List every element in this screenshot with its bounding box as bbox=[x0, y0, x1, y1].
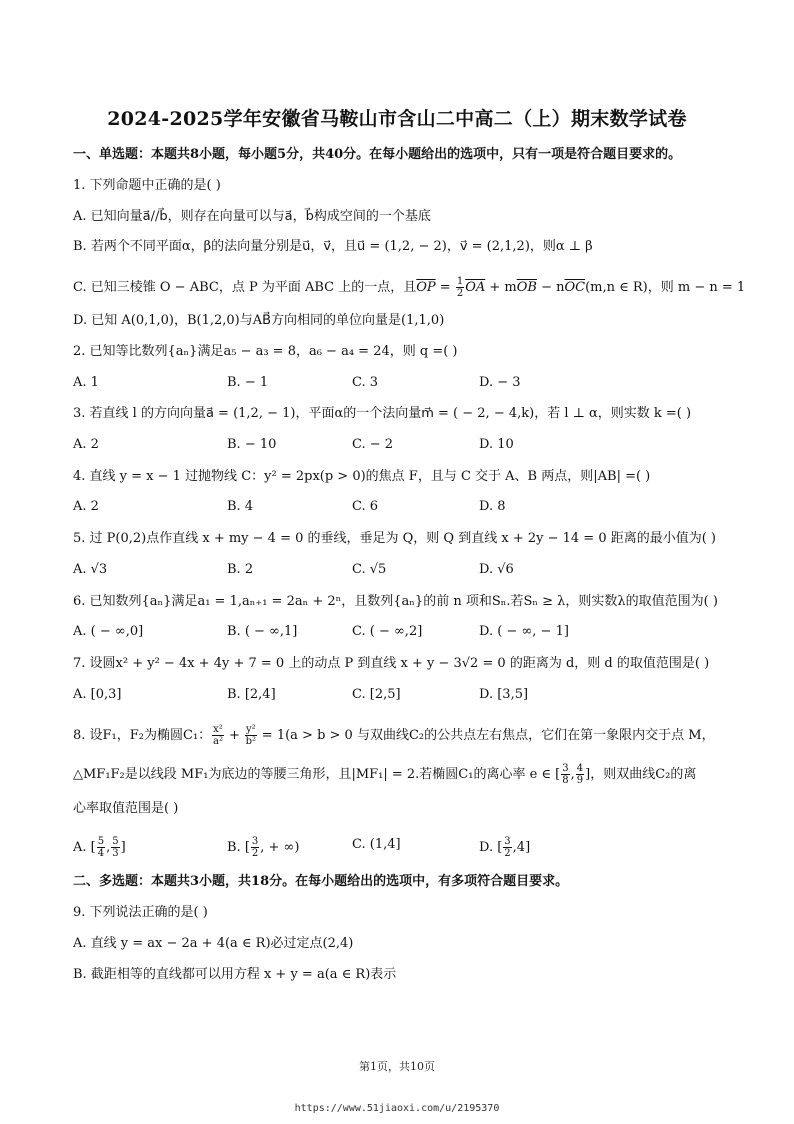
page-title: 2024-2025学年安徽省马鞍山市含山二中高二（上）期末数学试卷 bbox=[107, 108, 687, 130]
question-5-option-c: C. √5 bbox=[352, 562, 387, 577]
question-6-option-a: A. ( − ∞,0] bbox=[73, 624, 144, 639]
opt-post: ,4] bbox=[512, 840, 531, 855]
question-8-option-d bbox=[479, 836, 530, 859]
question-8-line-3: 心率取值范围是( ) bbox=[73, 801, 179, 816]
frac-den: 2 bbox=[456, 288, 464, 299]
question-8-line-1 bbox=[73, 724, 773, 747]
q8-l1-post: = 1(a > b > 0 与双曲线C₂的公共点左右焦点，它们在第一象限内交于点 M， bbox=[257, 728, 715, 743]
question-2-option-a: A. 1 bbox=[73, 375, 99, 390]
q8-plus: + bbox=[224, 728, 244, 743]
question-6-option-b: B. ( − ∞,1] bbox=[227, 624, 298, 639]
question-4-option-b: B. 4 bbox=[227, 499, 254, 514]
frac-num: 3 bbox=[504, 836, 511, 847]
q1c-mid2: − n bbox=[536, 280, 565, 295]
question-3-stem: 3. 若直线 l 的方向向量a⃗ = (1,2, − 1)，平面α的一个法向量m⃗ = ( − 2, − 4,k)，若 l ⊥ α，则实数 k =( ) bbox=[73, 406, 692, 421]
question-1-option-b: B. 若两个不同平面α，β的法向量分别是u⃗，v⃗，且u⃗ = (1,2, − 2)，v⃗ = (2,1,2)，则α ⊥ β bbox=[73, 239, 593, 254]
question-1-option-a: A. 已知向量a⃗//b⃗，则存在向量可以与a⃗，b⃗构成空间的一个基底 bbox=[73, 209, 431, 224]
q8-comma: , bbox=[570, 767, 575, 782]
frac-den: 8 bbox=[562, 775, 569, 786]
question-6-stem: 6. 已知数列{aₙ}满足a₁ = 1,aₙ₊₁ = 2aₙ + 2ⁿ，且数列{aₙ}的前 n 项和Sₙ.若Sₙ ≥ λ，则实数λ的取值范围为( ) bbox=[73, 594, 718, 609]
fraction-4-9 bbox=[576, 763, 584, 786]
q1c-eq: = bbox=[435, 280, 455, 295]
question-7-stem: 7. 设圆x² + y² − 4x + 4y + 7 = 0 上的动点 P 到直线 x + y − 3√2 = 0 的距离为 d，则 d 的取值范围是( ) bbox=[73, 656, 710, 671]
question-4-option-a: A. 2 bbox=[73, 499, 99, 514]
frac-num: 5 bbox=[97, 836, 105, 847]
question-8-option-a bbox=[73, 836, 126, 859]
question-3-option-d: D. 10 bbox=[479, 437, 514, 452]
question-4-stem: 4. 直线 y = x − 1 过抛物线 C：y² = 2px(p > 0)的焦点 F，且与 C 交于 A、B 两点，则|AB| =( ) bbox=[73, 469, 651, 484]
question-8-option-b bbox=[227, 836, 299, 859]
question-8-option-c: C. (1,4] bbox=[352, 837, 401, 852]
question-4-option-d: D. 8 bbox=[479, 499, 506, 514]
frac-num: 1 bbox=[456, 276, 464, 287]
fraction-y2-b2 bbox=[245, 724, 257, 747]
fraction-3-8 bbox=[561, 763, 569, 786]
vector-op: $\overline{OP}$ bbox=[416, 280, 436, 295]
frac-num: x² bbox=[213, 724, 223, 735]
frac-den: b² bbox=[245, 736, 257, 747]
question-6-option-d: D. ( − ∞, − 1] bbox=[479, 624, 569, 639]
fraction-3-2 bbox=[251, 836, 259, 859]
frac-num: y² bbox=[246, 724, 256, 735]
vector-oc: $\overline{OC}$ bbox=[564, 280, 586, 295]
question-2-option-d: D. − 3 bbox=[479, 375, 521, 390]
page-footer: 第1页，共10页 bbox=[359, 1060, 435, 1073]
q1c-mid1: + m bbox=[485, 280, 517, 295]
question-5-option-d: D. √6 bbox=[479, 562, 514, 577]
question-8-line-2 bbox=[73, 763, 773, 786]
question-4-option-c: C. 6 bbox=[352, 499, 379, 514]
source-watermark: https://www.51jiaoxi.com/u/2195370 bbox=[294, 1103, 500, 1114]
section-heading-single-choice: 一、单选题：本题共8小题，每小题5分，共40分。在每小题给出的选项中，只有一项是符合题目要求的。 bbox=[73, 147, 682, 162]
frac-num: 3 bbox=[562, 763, 569, 774]
frac-den: a² bbox=[213, 736, 223, 747]
opt-pre: A. [ bbox=[73, 840, 96, 855]
question-2-option-c: C. 3 bbox=[352, 375, 379, 390]
opt-sep: , bbox=[106, 840, 111, 855]
frac-num: 3 bbox=[251, 836, 259, 847]
question-7-option-b: B. [2,4] bbox=[227, 687, 276, 702]
question-5-option-b: B. 2 bbox=[227, 562, 254, 577]
opt-pre: B. [ bbox=[227, 840, 250, 855]
question-3-option-c: C. − 2 bbox=[352, 437, 394, 452]
fraction-3-2 bbox=[503, 836, 511, 859]
question-9-stem: 9. 下列说法正确的是( ) bbox=[73, 905, 208, 920]
question-2-stem: 2. 已知等比数列{aₙ}满足a₅ − a₃ = 8，a₆ − a₄ = 24，则 q =( ) bbox=[73, 344, 458, 359]
opt-post: , + ∞) bbox=[260, 840, 300, 855]
question-7-option-d: D. [3,5] bbox=[479, 687, 529, 702]
frac-num: 4 bbox=[576, 763, 584, 774]
question-1-option-d: D. 已知 A(0,1,0)，B(1,2,0)与AB⃗方向相同的单位向量是(1,1,0) bbox=[73, 313, 445, 328]
opt-pre: D. [ bbox=[479, 840, 503, 855]
question-7-option-a: A. [0,3] bbox=[73, 687, 122, 702]
frac-num: 5 bbox=[112, 836, 119, 847]
q1c-post: (m,n ∈ R)，则 m − n = 1 bbox=[585, 280, 746, 295]
question-1-stem: 1. 下列命题中正确的是( ) bbox=[73, 178, 221, 193]
question-9-option-a: A. 直线 y = ax − 2a + 4(a ∈ R)必过定点(2,4) bbox=[73, 936, 354, 951]
frac-den: 4 bbox=[97, 848, 105, 859]
vector-oa: $\overline{OA}$ bbox=[465, 280, 486, 295]
question-2-option-b: B. − 1 bbox=[227, 375, 269, 390]
fraction-one-half bbox=[456, 276, 464, 299]
fraction-5-4 bbox=[97, 836, 105, 859]
vector-ob: $\overline{OB}$ bbox=[516, 280, 537, 295]
frac-den: 2 bbox=[251, 848, 259, 859]
q8-l1-pre: 8. 设F₁，F₂为椭圆C₁： bbox=[73, 728, 212, 743]
section-heading-multiple-choice: 二、多选题：本题共3小题，共18分。在每小题给出的选项中，有多项符合题目要求。 bbox=[73, 874, 569, 889]
q8-l2-pre: △MF₁F₂是以线段 MF₁为底边的等腰三角形，且|MF₁| = 2.若椭圆C₁的离心率 e ∈ [ bbox=[73, 767, 561, 782]
question-7-option-c: C. [2,5] bbox=[352, 687, 401, 702]
question-9-option-b: B. 截距相等的直线都可以用方程 x + y = a(a ∈ R)表示 bbox=[73, 967, 397, 982]
question-5-option-a: A. √3 bbox=[73, 562, 108, 577]
question-3-option-a: A. 2 bbox=[73, 437, 99, 452]
q1c-text-pre: C. 已知三棱锥 O − ABC，点 P 为平面 ABC 上的一点，且 bbox=[73, 280, 417, 295]
question-1-option-c bbox=[73, 276, 773, 299]
frac-den: 3 bbox=[112, 848, 119, 859]
opt-post: ] bbox=[120, 840, 126, 855]
frac-den: 2 bbox=[504, 848, 511, 859]
question-6-option-c: C. ( − ∞,2] bbox=[352, 624, 423, 639]
q8-l2-post: ]，则双曲线C₂的离 bbox=[585, 767, 697, 782]
fraction-x2-a2 bbox=[212, 724, 224, 747]
fraction-5-3 bbox=[111, 836, 119, 859]
frac-den: 9 bbox=[576, 775, 584, 786]
question-5-stem: 5. 过 P(0,2)点作直线 x + my − 4 = 0 的垂线，垂足为 Q，则 Q 到直线 x + 2y − 14 = 0 距离的最小值为( ) bbox=[73, 531, 716, 546]
question-3-option-b: B. − 10 bbox=[227, 437, 277, 452]
